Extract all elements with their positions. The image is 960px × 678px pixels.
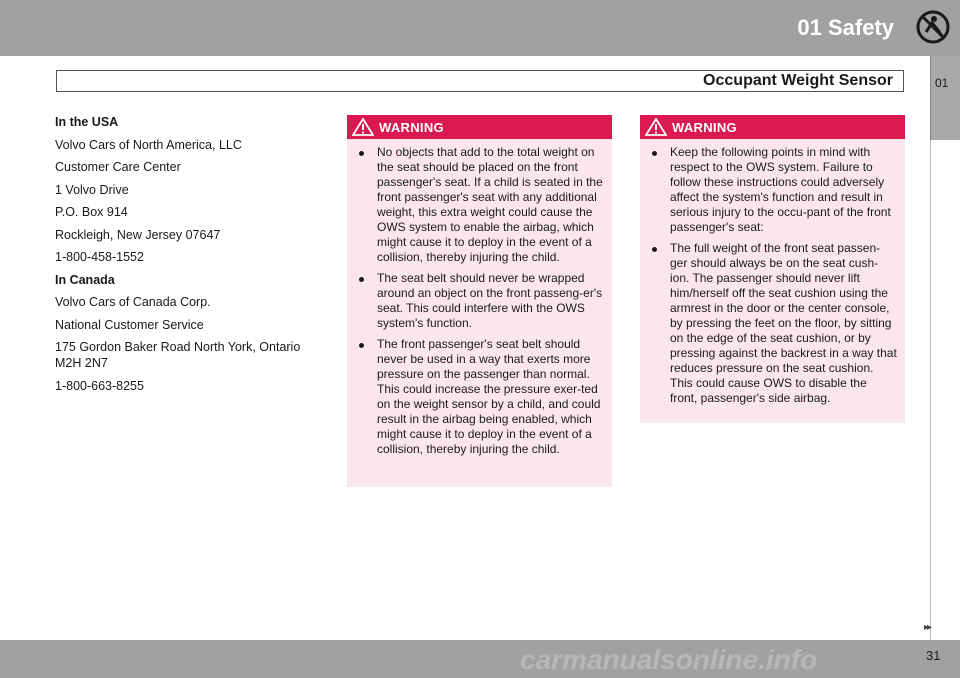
warning-list [640,139,905,420]
contact-line: Volvo Cars of North America, LLC [55,137,242,152]
contact-heading-canada: In Canada [55,272,115,287]
warning-list [347,139,612,471]
contact-line: 175 Gordon Baker Road North York, Ontario M2H 2N7 [55,340,301,370]
watermark: carmanualsonline.info [520,644,818,675]
chapter-title: 01 Safety [797,15,894,40]
warning-box-1 [347,115,612,487]
section-header [56,70,904,92]
contact-line: Rockleigh, New Jersey 07647 [55,227,221,242]
page-number: 31 [926,648,941,663]
warning-label: WARNING [672,120,737,135]
warning-header [347,115,612,139]
contact-phone: 1-800-458-1552 [55,250,144,264]
chapter-side-tab[interactable] [930,56,960,140]
contact-heading-usa: In the USA [55,115,119,129]
side-tab-label: 01 [935,76,949,90]
list-item: Keep the following points in mind with respect to the OWS system. Failure to follow these instructions could adversely affect the system's function and result in serious injury to the occu-pant of the front passenger's seat: [650,145,897,235]
contact-line: National Customer Service [55,317,204,332]
contact-line: Volvo Cars of Canada Corp. [55,295,211,309]
header-bar [0,0,906,56]
warning-triangle-icon [645,118,667,136]
list-item: The full weight of the front seat passen-ger should always be on the seat cush-ion. The passenger should never lift him/herself off the seat cushion using the armrest in the door or the center console, by pressing the feet on the floor, by sitting on the edge of the seat cushion, or by pressing against the backrest in a way that reduces pressure on the seat cushion. This could cause OWS to disable the front, passenger's side airbag. [650,241,897,406]
section-title: Occupant Weight Sensor [703,72,893,89]
warning-label: WARNING [379,120,444,135]
contact-phone: 1-800-663-8255 [55,378,144,393]
warning-triangle-icon [352,118,374,136]
side-divider [930,140,931,640]
next-page-arrows-icon[interactable]: ▸▸ [924,622,931,633]
contact-line: Customer Care Center [55,160,181,174]
list-item: The seat belt should never be wrapped around an object on the front passeng-er's seat. This could interfere with the OWS system's function. [357,271,604,331]
list-item: No objects that add to the total weight on the seat should be placed on the front passenger's seat. If a child is seated in the front passenger's seat with any additional weight, this extra weight could cause the OWS system to enable the airbag, which might cause it to deploy in the event of a collision, thereby injuring the child. [357,145,604,265]
list-item: The front passenger's seat belt should never be used in a way that exerts more pressure on the passenger than normal. This could increase the pressure exer-ted on the weight sensor by a child, and could result in the airbag being enabled, which might cause it to deploy in the event of a collision, thereby injuring the child. [357,337,604,457]
header-icon-box [906,0,960,56]
contact-column [55,114,325,400]
warning-box-2 [640,115,905,423]
contact-line: 1 Volvo Drive [55,182,129,197]
warning-header [640,115,905,139]
no-airbag-child-icon [914,8,952,46]
contact-line: P.O. Box 914 [55,205,128,219]
